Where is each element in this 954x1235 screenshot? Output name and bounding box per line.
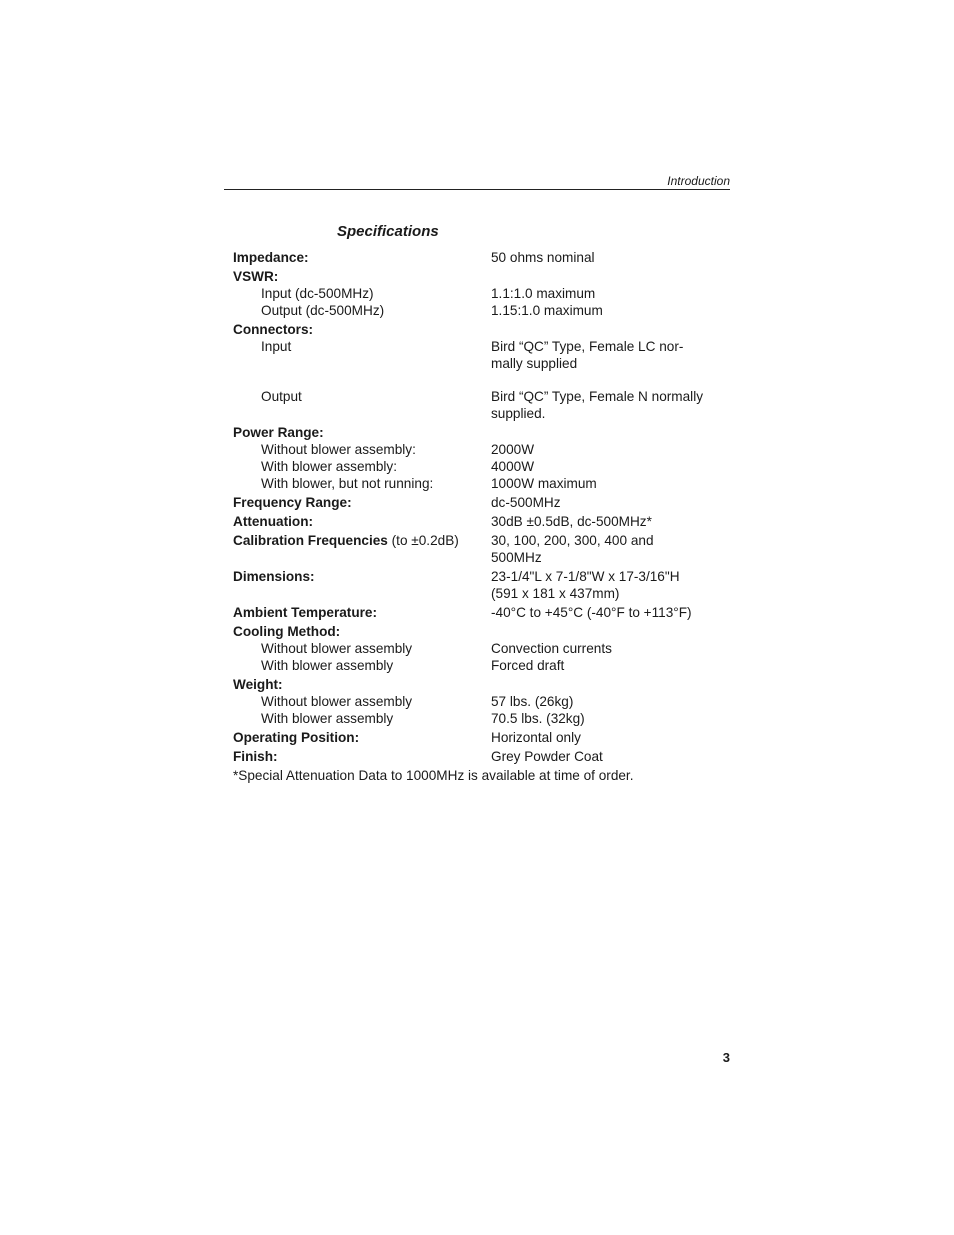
spec-label: Dimensions: [233,569,315,584]
value-line: 23-1/4"L x 7-1/8"W x 17-3/16"H [491,569,680,584]
value-line: 2000W [491,442,535,457]
value-line: supplied. [491,406,546,421]
spec-sublabel: Output (dc-500MHz) [261,303,385,318]
label-bold: Calibration Frequencies [233,533,388,548]
spec-value [491,710,727,727]
spec-sublabel: Input (dc-500MHz) [261,286,374,301]
value-line: 70.5 lbs. (32kg) [491,711,585,726]
value-line: Grey Powder Coat [491,749,603,764]
value-line: 500MHz [491,550,542,565]
spec-value [491,302,727,319]
value-line: 30dB ±0.5dB, dc-500MHz* [491,514,652,529]
spec-label: VSWR: [233,269,279,284]
value-line: Convection currents [491,641,612,656]
value-line: 57 lbs. (26kg) [491,694,574,709]
spec-sublabel: With blower assembly: [261,459,397,474]
spec-value [491,249,727,266]
spec-label: Weight: [233,677,283,692]
spec-sublabel: Input [261,339,292,354]
spec-row-finish [233,748,733,765]
value-line: Forced draft [491,658,565,673]
value-line: Horizontal only [491,730,581,745]
spec-value [491,458,727,475]
spec-row-operating-position [233,729,733,746]
spec-subrow [233,285,733,302]
spec-value [491,388,727,422]
spec-row-ambient-temperature [233,604,733,621]
spec-value [491,729,727,746]
header-rule [224,189,730,190]
value-line: 4000W [491,459,535,474]
spec-row-frequency-range [233,494,733,511]
spec-value [491,693,727,710]
spec-value [491,285,727,302]
spec-subrow [233,388,733,422]
spec-subrow [233,458,733,475]
spec-row-dimensions [233,568,733,602]
spec-label: Attenuation: [233,514,314,529]
spec-label: Connectors: [233,322,314,337]
spec-subrow [233,475,733,492]
spec-label: Impedance: [233,250,309,265]
value-line: Bird “QC” Type, Female N normally [491,389,704,404]
spec-row-vswr [233,268,733,285]
spec-subrow [233,338,733,372]
value-line: 1.15:1.0 maximum [491,303,603,318]
section-title: Specifications [337,223,439,240]
spec-label: Operating Position: [233,730,360,745]
spec-value [491,494,727,511]
spec-sublabel: With blower assembly [261,658,394,673]
value-line: Bird “QC” Type, Female LC nor- [491,339,684,354]
spec-value [491,748,727,765]
spec-label [233,532,491,566]
spec-value [491,475,727,492]
value-line: dc-500MHz [491,495,561,510]
spec-row-attenuation [233,513,733,530]
value-line: 30, 100, 200, 300, 400 and [491,533,654,548]
spec-row-impedance [233,249,733,266]
page-number: 3 [722,1050,730,1065]
footnote: *Special Attenuation Data to 1000MHz is available at time of order. [233,768,634,783]
spec-subrow [233,640,733,657]
spec-value [491,640,727,657]
spec-value [491,513,727,530]
spec-label: Ambient Temperature: [233,605,378,620]
spec-sublabel: Without blower assembly: [261,442,416,457]
spec-subrow [233,302,733,319]
spec-value [491,338,727,372]
value-line: 1000W maximum [491,476,597,491]
label-rest: (to ±0.2dB) [387,533,459,548]
spec-label: Frequency Range: [233,495,352,510]
value-line: -40°C to +45°C (-40°F to +113°F) [491,605,692,620]
spec-row-weight [233,676,733,693]
spec-sublabel: Without blower assembly [261,641,413,656]
value-line: 50 ohms nominal [491,250,595,265]
spec-subrow [233,441,733,458]
running-header: Introduction [667,174,730,188]
value-line: (591 x 181 x 437mm) [491,586,620,601]
spec-value [491,568,727,602]
specifications-table [233,249,733,784]
spec-row-power-range [233,424,733,441]
spec-subrow [233,657,733,674]
spec-label: Power Range: [233,425,324,440]
spec-row-cooling-method [233,623,733,640]
spec-sublabel: With blower assembly [261,711,394,726]
spec-subrow [233,710,733,727]
spec-label: Cooling Method: [233,624,341,639]
value-line: 1.1:1.0 maximum [491,286,596,301]
spec-row-connectors [233,321,733,338]
spec-subrow [233,693,733,710]
spec-value [491,532,727,566]
spec-sublabel: With blower, but not running: [261,476,434,491]
spec-sublabel: Without blower assembly [261,694,413,709]
spec-sublabel: Output [261,389,302,404]
spec-row-calibration [233,532,733,566]
spec-label: Finish: [233,749,278,764]
spec-value [491,657,727,674]
spec-value [491,604,727,621]
value-line: mally supplied [491,356,578,371]
spec-value [491,441,727,458]
